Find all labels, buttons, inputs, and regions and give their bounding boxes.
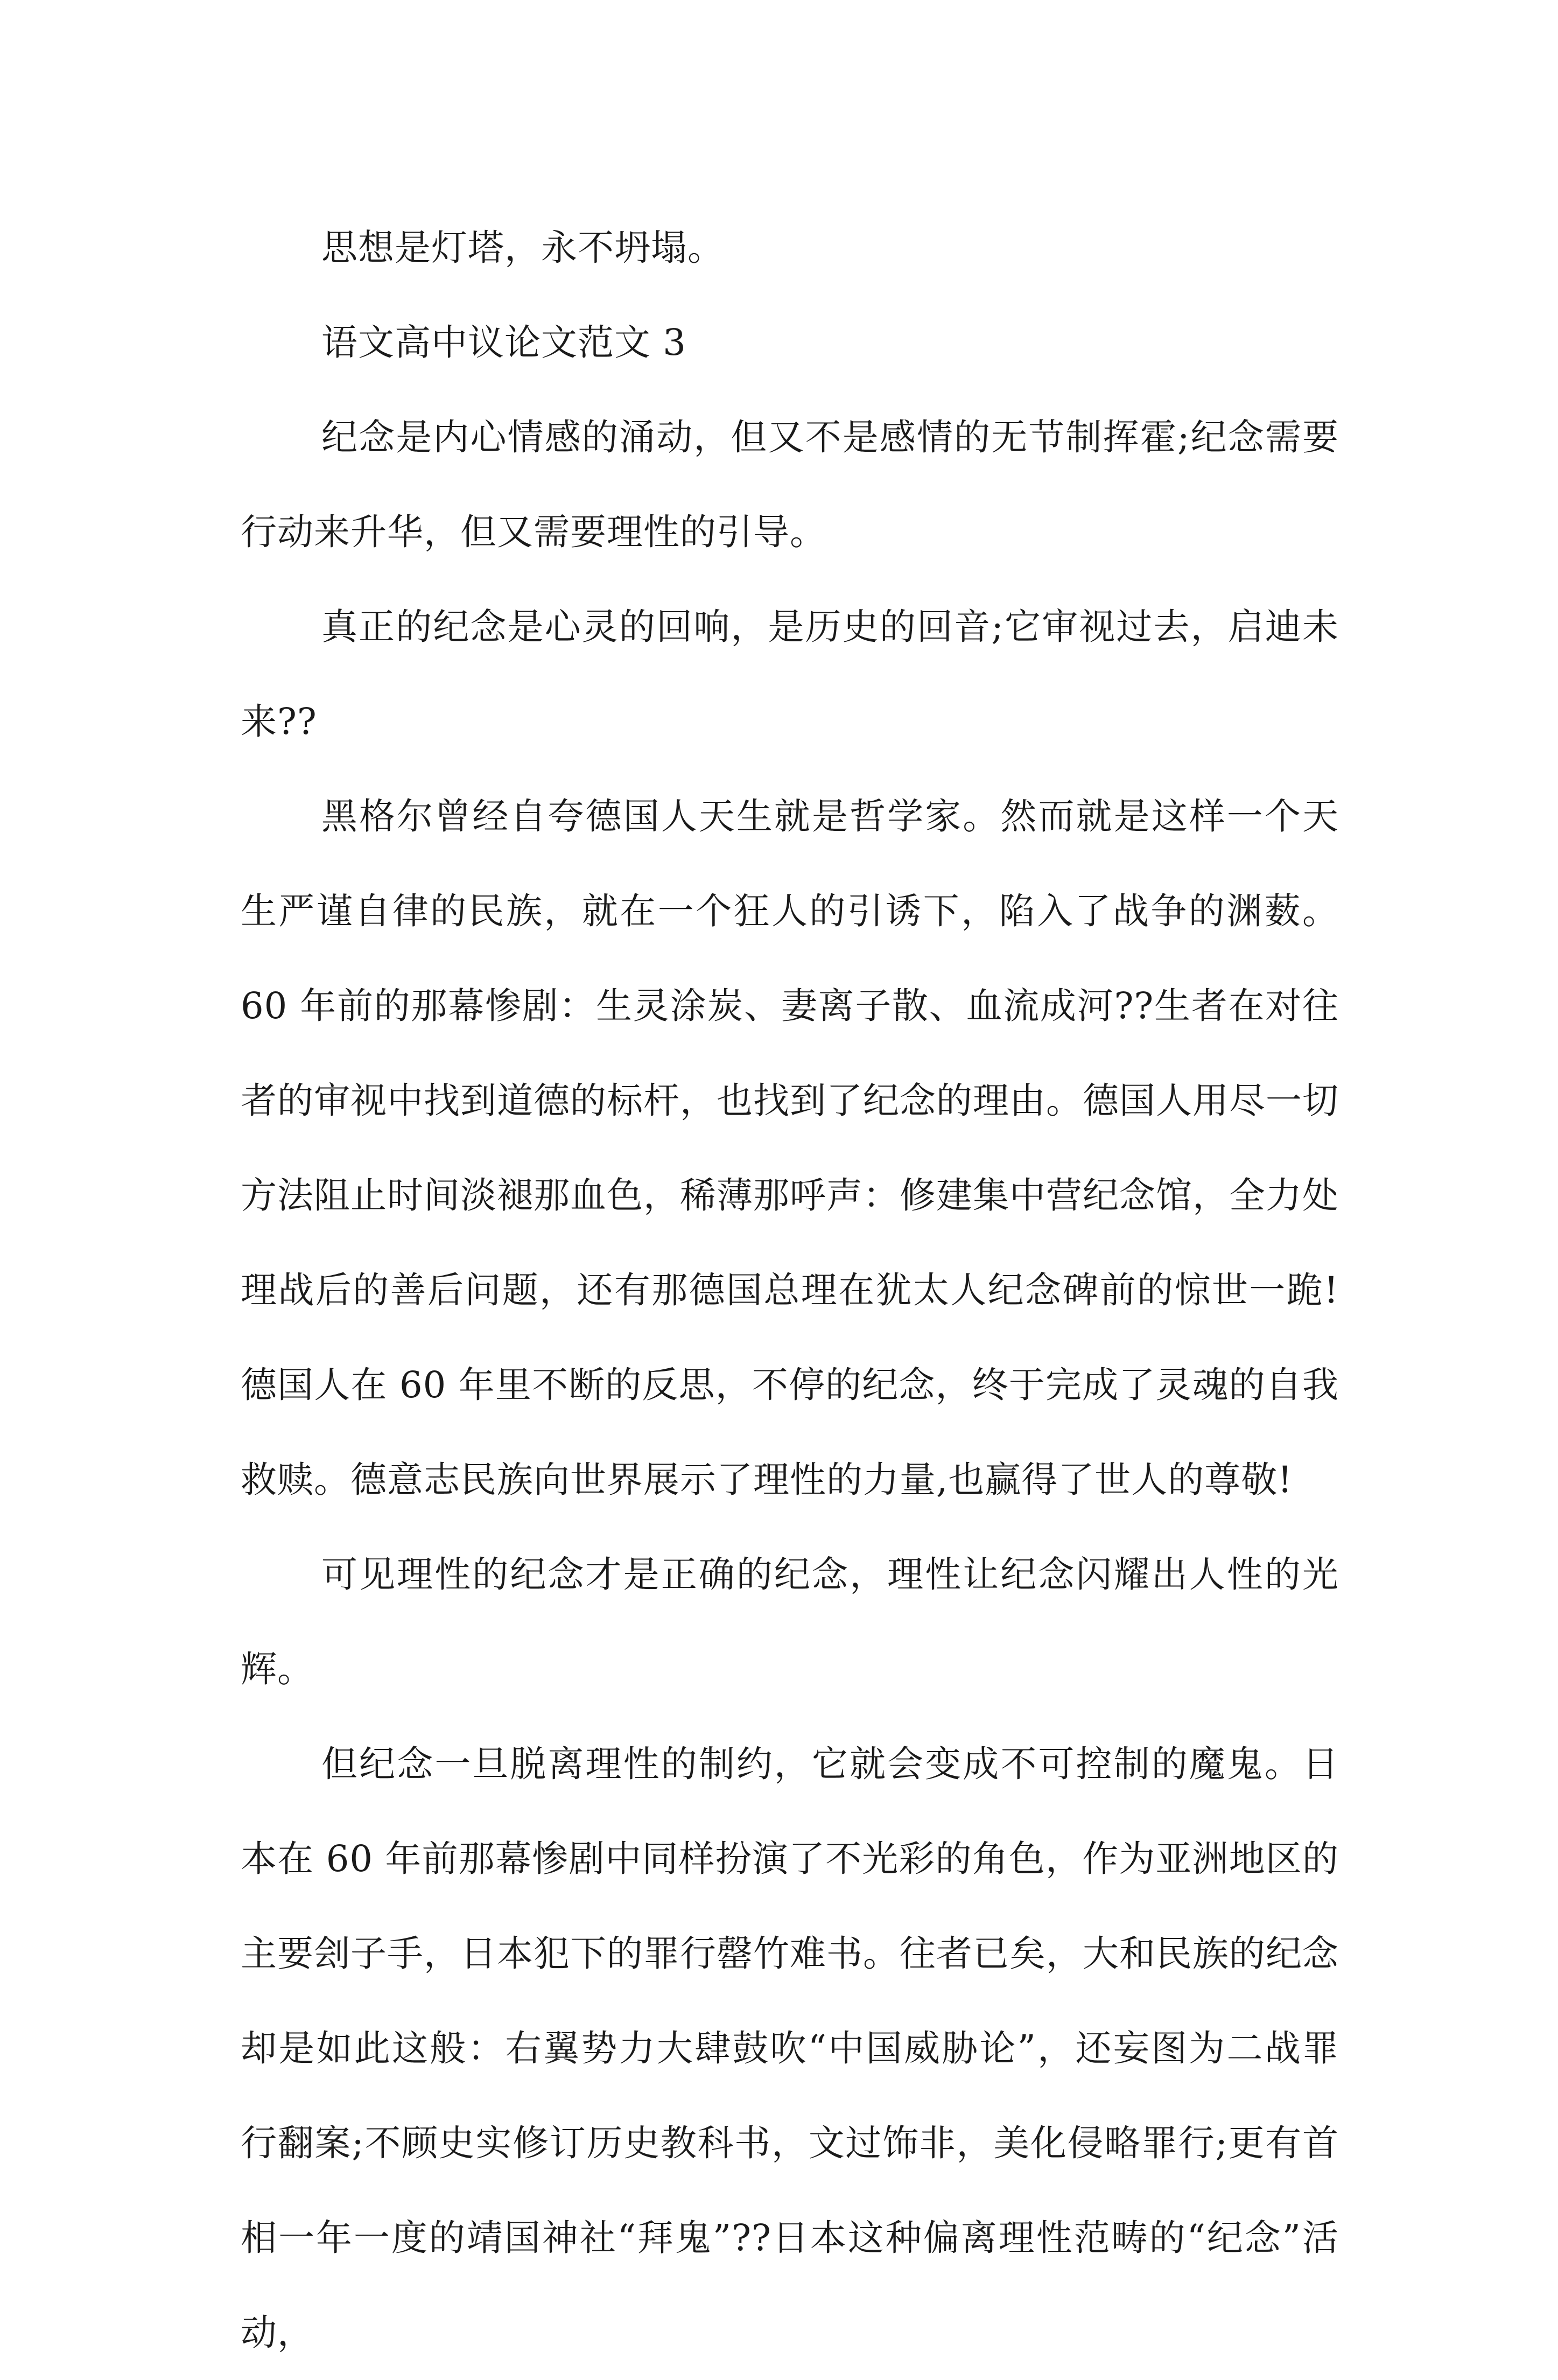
paragraph-thought-lighthouse: 思想是灯塔，永不坍塌。	[321, 227, 724, 269]
paragraph-intro: 纪念是内心情感的涌动，但又不是感情的无节制挥霍;纪念需要行动来升华，但又需要理性的引导。	[241, 416, 1339, 553]
paragraph-japan: 但纪念一旦脱离理性的制约，它就会变成不可控制的魔鬼。日本在 60 年前那幕惨剧中同样扮演了不光彩的角色，作为亚洲地区的主要刽子手，日本犯下的罪行罄竹难书。往者已矣，大和民族的纪念却是如此这般：右翼势力大肆鼓吹“中国威胁论”，还妄图为二战罪行翻案;不顾史实修订历史教科书，文过饰非，美化侵略罪行;更有首相一年一度的靖国神社“拜鬼”??日本这种偏离理性范畴的“纪念”活动，	[241, 1743, 1339, 2354]
section-heading-essay-3: 语文高中议论文范文 3	[321, 321, 686, 363]
paragraph-true-remembrance: 真正的纪念是心灵的回响，是历史的回音;它审视过去，启迪未来??	[241, 606, 1339, 743]
document-body	[241, 200, 1339, 2380]
paragraph-rational-remembrance: 可见理性的纪念才是正确的纪念，理性让纪念闪耀出人性的光辉。	[241, 1553, 1339, 1690]
paragraph-germany: 黑格尔曾经自夸德国人天生就是哲学家。然而就是这样一个天生严谨自律的民族，就在一个狂人的引诱下，陷入了战争的渊薮。60 年前的那幕惨剧：生灵涂炭、妻离子散、血流成河??生者在对往者的审视中找到道德的标杆，也找到了纪念的理由。德国人用尽一切方法阻止时间淡褪那血色，稀薄那呼声：修建集中营纪念馆，全力处理战后的善后问题，还有那德国总理在犹太人纪念碑前的惊世一跪!德国人在 60 年里不断的反思，不停的纪念，终于完成了灵魂的自我救赎。德意志民族向世界展示了理性的力量,也赢得了世人的尊敬!	[241, 795, 1339, 1501]
